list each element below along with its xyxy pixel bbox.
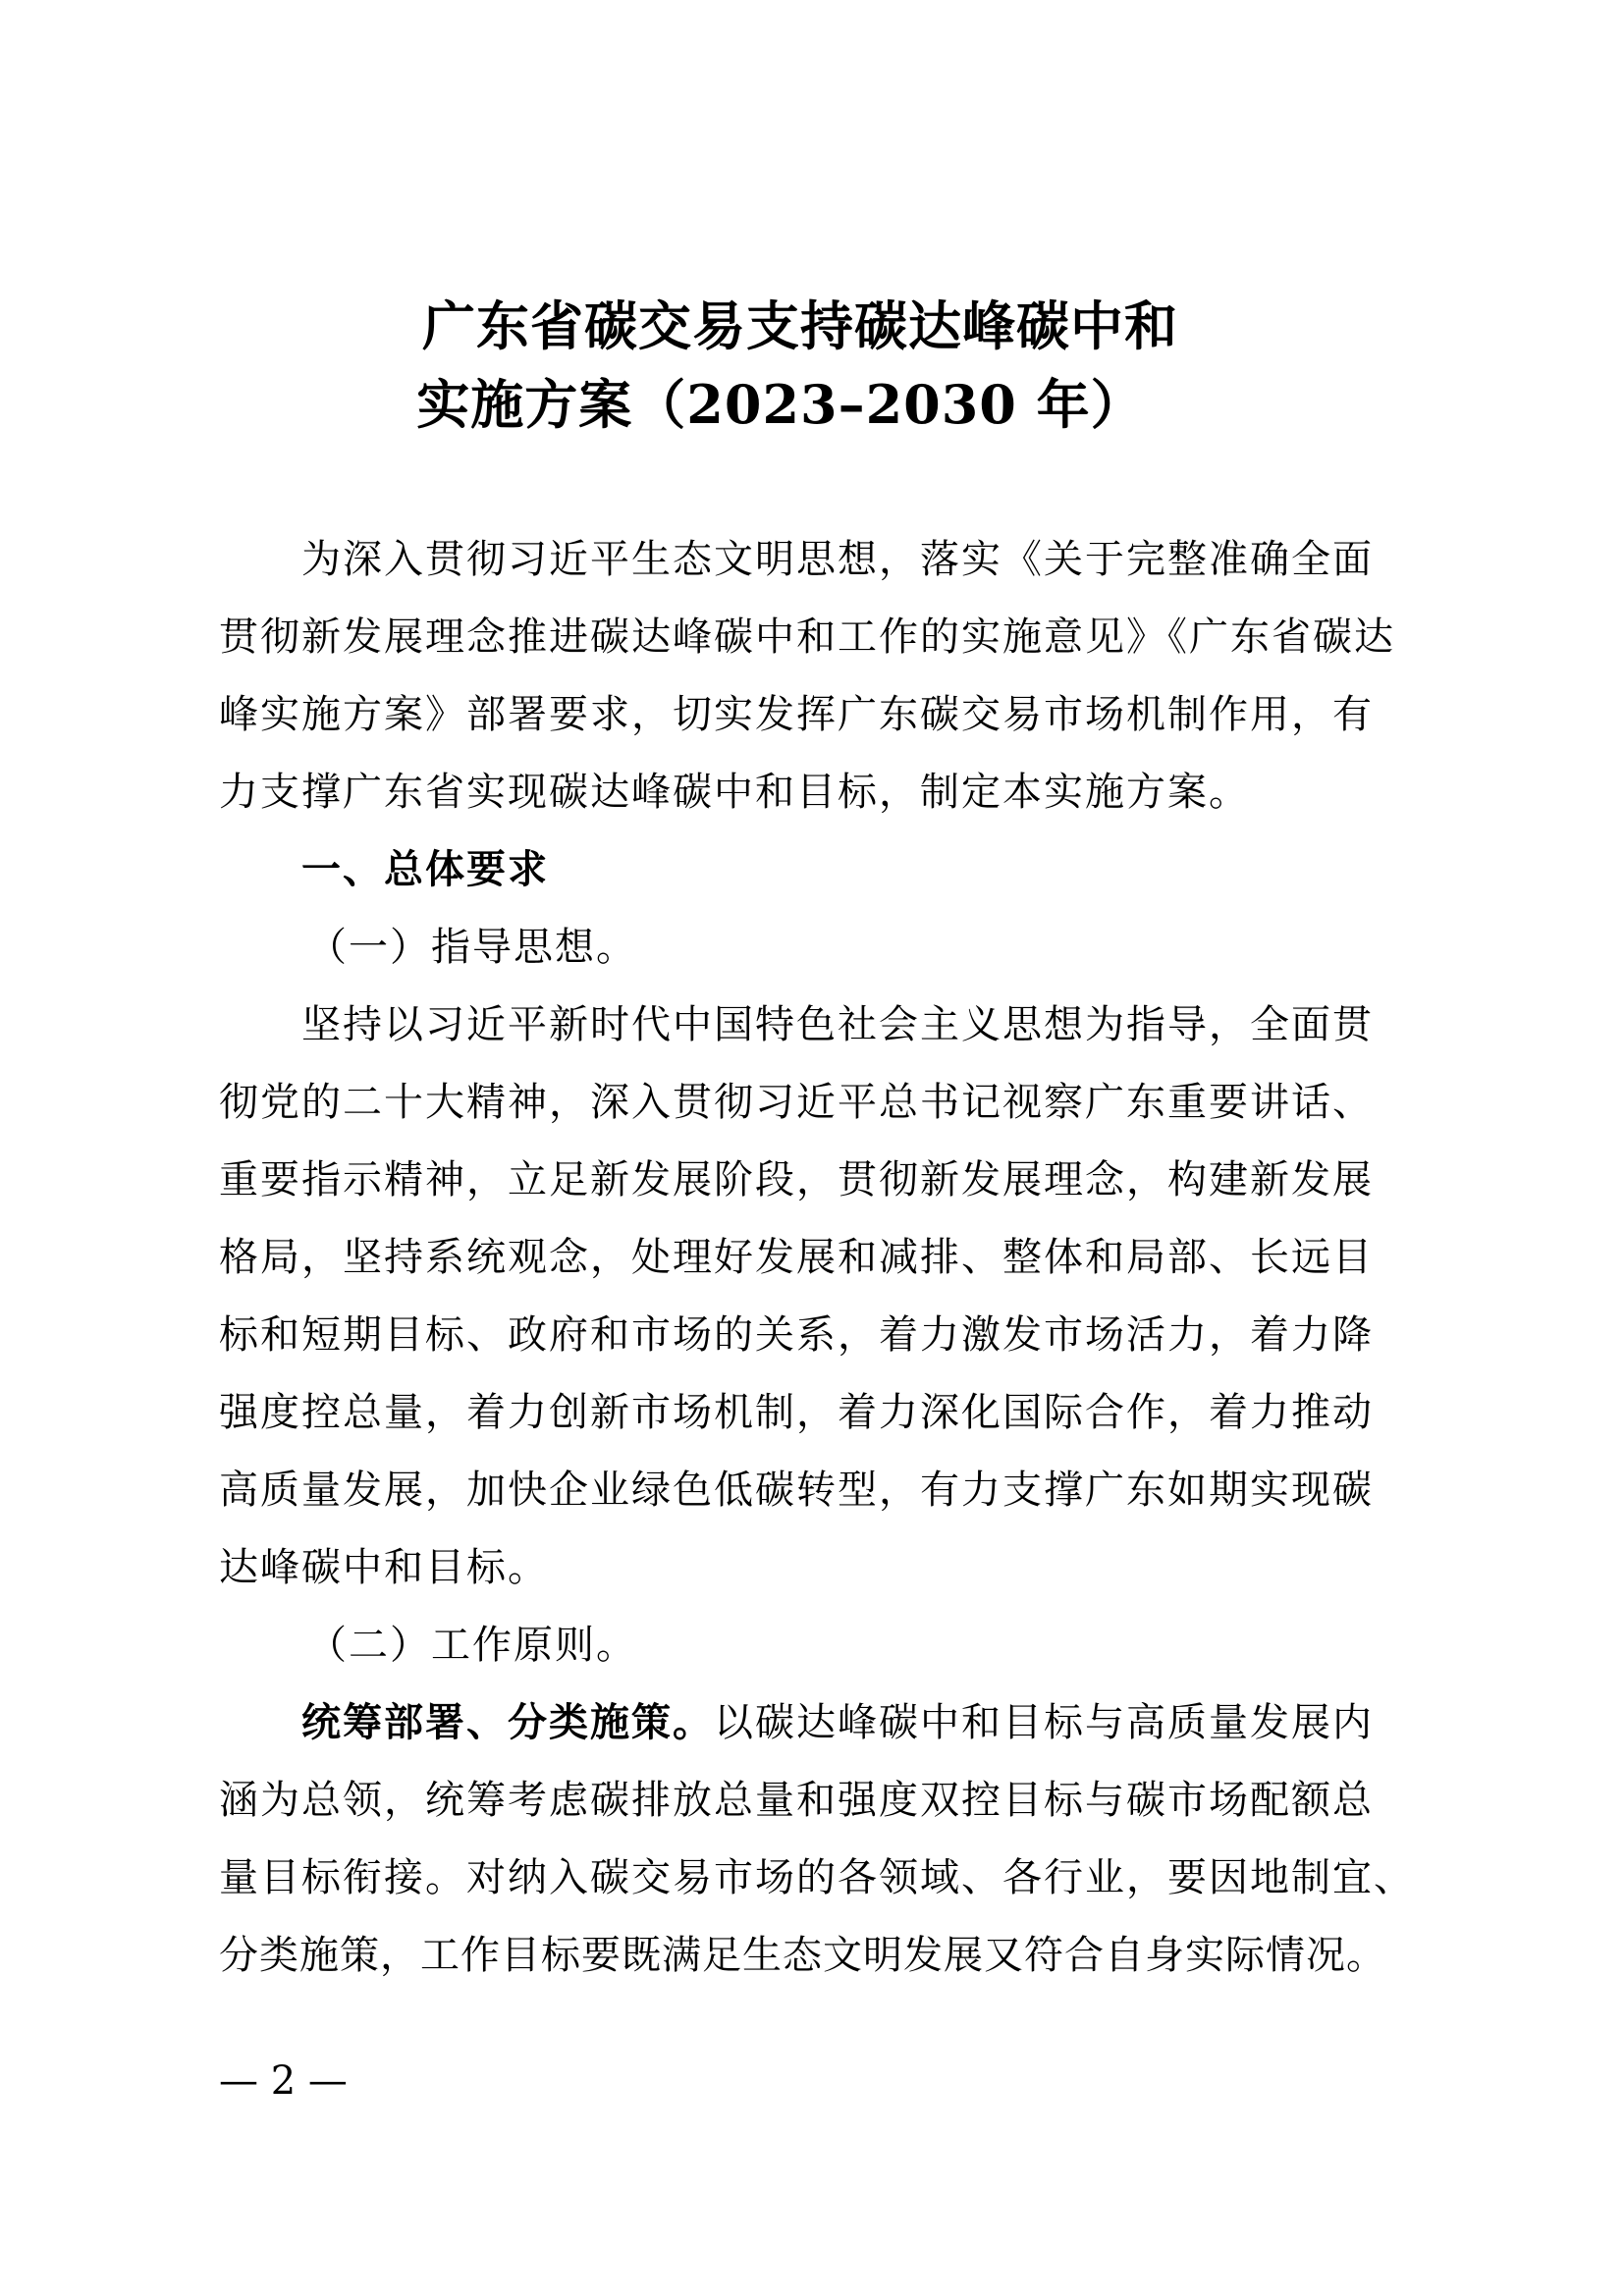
intro-line-1: 为深入贯彻习近平生态文明思想，落实《关于完整准确全面	[301, 537, 1374, 582]
guiding-line-3: 重要指示精神，立足新发展阶段，贯彻新发展理念，构建新发展	[219, 1157, 1374, 1202]
document-title-line-2: 实施方案（2023–2030 年）	[416, 373, 1145, 436]
page-number: — 2 —	[219, 2058, 348, 2104]
intro-line-2: 贯彻新发展理念推进碳达峰碳中和工作的实施意见》《广东省碳达	[219, 614, 1395, 660]
guiding-line-2: 彻党的二十大精神，深入贯彻习近平总书记视察广东重要讲话、	[219, 1080, 1374, 1125]
intro-line-4: 力支撑广东省实现碳达峰碳中和目标，制定本实施方案。	[219, 770, 1250, 815]
principle-title: 统筹部署、分类施策。	[301, 1699, 714, 1745]
guiding-line-7: 高质量发展，加快企业绿色低碳转型，有力支撑广东如期实现碳	[219, 1468, 1374, 1513]
subsection-heading-working-principles: （二）工作原则。	[307, 1623, 637, 1668]
guiding-line-4: 格局，坚持系统观念，处理好发展和减排、整体和局部、长远目	[219, 1235, 1374, 1280]
intro-line-3: 峰实施方案》部署要求，切实发挥广东碳交易市场机制作用，有	[219, 692, 1374, 737]
principle-line-3: 量目标衔接。对纳入碳交易市场的各领域、各行业，要因地制宜、	[219, 1855, 1415, 1900]
principle-line-1	[301, 1693, 1427, 1752]
principle-line-2: 涵为总领，统筹考虑碳排放总量和强度双控目标与碳市场配额总	[219, 1778, 1374, 1823]
document-title-line-1: 广东省碳交易支持碳达峰碳中和	[422, 294, 1178, 357]
guiding-line-8: 达峰碳中和目标。	[219, 1545, 549, 1590]
principle-line-1-text: 以碳达峰碳中和目标与高质量发展内	[714, 1700, 1374, 1745]
principle-line-4: 分类施策，工作目标要既满足生态文明发展又符合自身实际情况。	[219, 1933, 1386, 1978]
guiding-line-1: 坚持以习近平新时代中国特色社会主义思想为指导，全面贯	[301, 1002, 1374, 1047]
guiding-line-5: 标和短期目标、政府和市场的关系，着力激发市场活力，着力降	[219, 1312, 1374, 1358]
guiding-line-6: 强度控总量，着力创新市场机制，着力深化国际合作，着力推动	[219, 1390, 1374, 1435]
section-heading-general-requirements: 一、总体要求	[301, 846, 549, 892]
subsection-heading-guiding-ideology: （一）指导思想。	[307, 925, 637, 970]
